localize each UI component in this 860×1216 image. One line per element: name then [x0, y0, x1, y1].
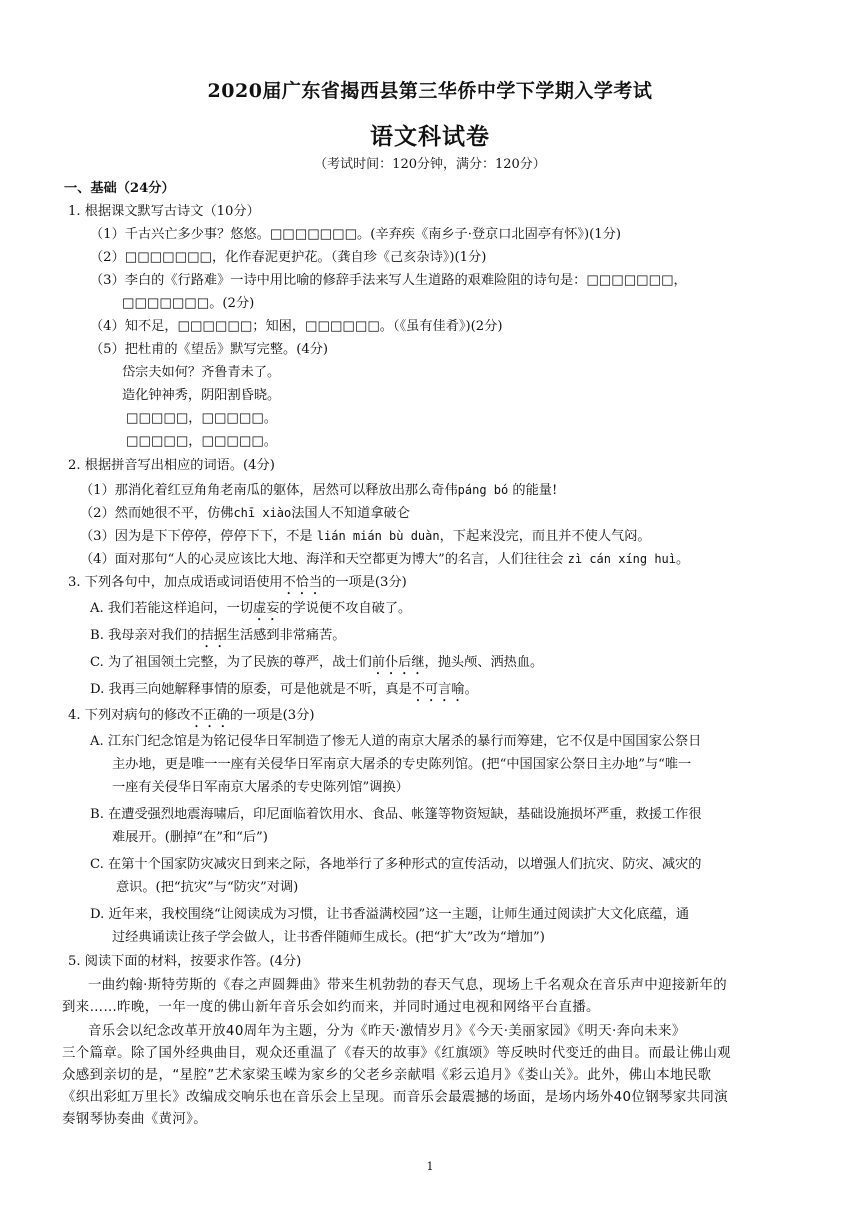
question-2-stem: 2. 根据拼音写出相应的词语。(4分) — [68, 458, 275, 473]
stem-text: 的一项是(3分) — [229, 708, 315, 723]
question-4-option-cont: 一座有关侵华日军南京大屠杀的专史陈列馆”调换） — [112, 780, 409, 795]
exam-subtitle: 语文科试卷 — [370, 123, 490, 150]
section-heading: 一、基础（24分） — [64, 181, 175, 196]
question-4-stem — [68, 707, 314, 731]
reading-paragraph-line: 三个篇章。除了国外经典曲目，观众还重温了《春天的故事》《红旗颂》等反映时代变迁的曲目。而最让佛山观 — [62, 1046, 732, 1061]
option-text: 。 — [464, 682, 478, 697]
pinyin: chī xiào — [233, 506, 292, 520]
emphasis-text: 不正确 — [190, 708, 230, 723]
question-1-item: □□□□□□□。(2分) — [122, 296, 255, 311]
option-text: B. 我母亲对我们的 — [90, 628, 201, 643]
exam-info: （考试时间：120分钟，满分：120分） — [314, 157, 546, 172]
reading-paragraph-line: 音乐会以纪念改革开放40周年为主题，分为《昨天·激情岁月》《今天·美丽家园》《明天·奔向未来》 — [88, 1024, 686, 1039]
question-3-option — [90, 681, 478, 705]
reading-paragraph-line: 《织出彩虹万里长》改编成交响乐也在音乐会上呈现。而音乐会最震撼的场面，是场内场外40位钢琴家共同演 — [62, 1090, 728, 1105]
stem-text: 的一项是(3分) — [322, 575, 407, 590]
pinyin: lián mián bù duàn — [316, 529, 440, 543]
question-4-option: D. 近年来，我校围绕“让阅读成为习惯，让书香溢满校园”这一主题，让师生通过阅读扩大文化底蕴，通 — [90, 907, 690, 922]
question-1-item: （4）知不足，□□□□□□；知困，□□□□□□。（《虽有佳肴》)(2分) — [90, 319, 503, 334]
reading-paragraph-line: 一曲约翰·斯特劳斯的《春之声圆舞曲》带来生机勃勃的春天气息，现场上千名观众在音乐声中迎接新年的 — [88, 978, 728, 993]
exam-title: 2020届广东省揭西县第三华侨中学下学期入学考试 — [207, 80, 653, 102]
stem-text: 4. 下列对病句的修改 — [68, 708, 191, 723]
option-text: 生活感到非常痛苦。 — [226, 628, 346, 643]
emphasis-text: 虚妄 — [252, 601, 280, 616]
pinyin: páng bó — [457, 483, 509, 497]
option-text: D. 我再三向她解释事情的原委，可是他就是不听，真是 — [90, 682, 412, 697]
option-text: C. 为了祖国领土完整，为了民族的尊严，战士们 — [90, 655, 372, 670]
question-5-stem: 5. 阅读下面的材料，按要求作答。(4分) — [68, 954, 302, 969]
question-2-item — [80, 550, 689, 569]
emphasis-text: 不恰当 — [282, 575, 323, 590]
question-3-stem — [68, 574, 407, 598]
emphasis-text: 拮据 — [200, 628, 227, 643]
item-text: （4）面对那句“人的心灵应该比大地、海洋和天空都更为博大”的名言，人们往往会 — [80, 552, 568, 567]
item-text: 的能量! — [508, 483, 558, 498]
poem-line: □□□□□，□□□□□。 — [126, 411, 277, 426]
item-text: ，下起来没完，而且并不使人气闷。 — [439, 529, 651, 544]
item-text: 。 — [676, 552, 690, 567]
question-1-item: （3）李白的《行路难》一诗中用比喻的修辞手法来写人生道路的艰难险阻的诗句是：□□□□□□□， — [90, 273, 687, 288]
reading-paragraph-line: 到来……昨晚，一年一度的佛山新年音乐会如约而来，并同时通过电视和网络平台直播。 — [62, 1000, 600, 1015]
question-2-item — [80, 527, 651, 546]
question-3-option — [90, 654, 543, 678]
item-text: （2）然而她很不平，仿佛 — [80, 506, 234, 521]
question-4-option: A. 江东门纪念馆是为铭记侵华日军制造了惨无人道的南京大屠杀的暴行而筹建，它不仅是中国国家公祭日 — [90, 734, 702, 749]
poem-line: 岱宗夫如何？齐鲁青未了。 — [122, 365, 281, 380]
poem-line: □□□□□，□□□□□。 — [126, 434, 277, 449]
emphasis-text: 前仆后继 — [371, 655, 425, 670]
question-2-item — [80, 504, 410, 523]
question-4-option-cont: 难展开。(删掉“在”和“后”) — [112, 830, 268, 845]
question-4-option-cont: 意识。(把“抗灾”与“防灾”对调) — [116, 880, 299, 895]
item-text: 法国人不知道拿破仑 — [291, 506, 410, 521]
question-1-stem: 1. 根据课文默写古诗文（10分） — [68, 204, 260, 219]
reading-paragraph-line: 众感到亲切的是，“星腔”艺术家梁玉嵘为家乡的父老乡亲献唱《彩云追月》《娄山关》。此外，佛山本地民歌 — [62, 1068, 712, 1083]
question-1-item: （5）把杜甫的《望岳》默写完整。(4分) — [90, 342, 329, 357]
item-text: （3）因为是下下停停，停停下下，不是 — [80, 529, 317, 544]
item-text: （1）那消化着红豆角角老南瓜的躯体，居然可以释放出那么奇伟 — [80, 483, 458, 498]
emphasis-text: 不可言喻 — [411, 682, 465, 697]
question-2-item — [80, 481, 557, 500]
option-text: 的学说便不攻自破了。 — [279, 601, 412, 616]
poem-line: 造化钟神秀，阴阳割昏晓。 — [122, 388, 281, 403]
question-1-item: （1）千古兴亡多少事？悠悠。□□□□□□□。(辛弃疾《南乡子·登京口北固亭有怀》)(1分) — [90, 227, 621, 242]
pinyin: zì cán xíng huì — [567, 552, 677, 566]
option-text: A. 我们若能这样追问，一切 — [90, 601, 253, 616]
question-4-option-cont: 主办地，更是唯一一座有关侵华日军南京大屠杀的专史陈列馆。(把“中国国家公祭日主办地”与“唯一 — [112, 757, 692, 772]
question-3-option — [90, 627, 345, 651]
question-4-option-cont: 过经典诵读让孩子学会做人，让书香伴随师生成长。(把“扩大”改为“增加”) — [112, 930, 545, 945]
question-4-option: B. 在遭受强烈地震海啸后，印尼面临着饮用水、食品、帐篷等物资短缺，基础设施损坏严重，救援工作很 — [90, 807, 702, 822]
question-4-option: C. 在第十个国家防灾减灾日到来之际，各地举行了多种形式的宣传活动，以增强人们抗灾、防灾、减灾的 — [90, 857, 702, 872]
question-1-item: （2）□□□□□□□，化作春泥更护花。（龚自珍《己亥杂诗》)(1分) — [90, 250, 487, 265]
question-3-option — [90, 600, 411, 624]
page-number: 1 — [426, 1160, 434, 1173]
stem-text: 3. 下列各句中，加点成语或词语使用 — [68, 575, 283, 590]
reading-paragraph-line: 奏钢琴协奏曲《黄河》。 — [62, 1112, 207, 1127]
option-text: ，抛头颅、洒热血。 — [424, 655, 544, 670]
